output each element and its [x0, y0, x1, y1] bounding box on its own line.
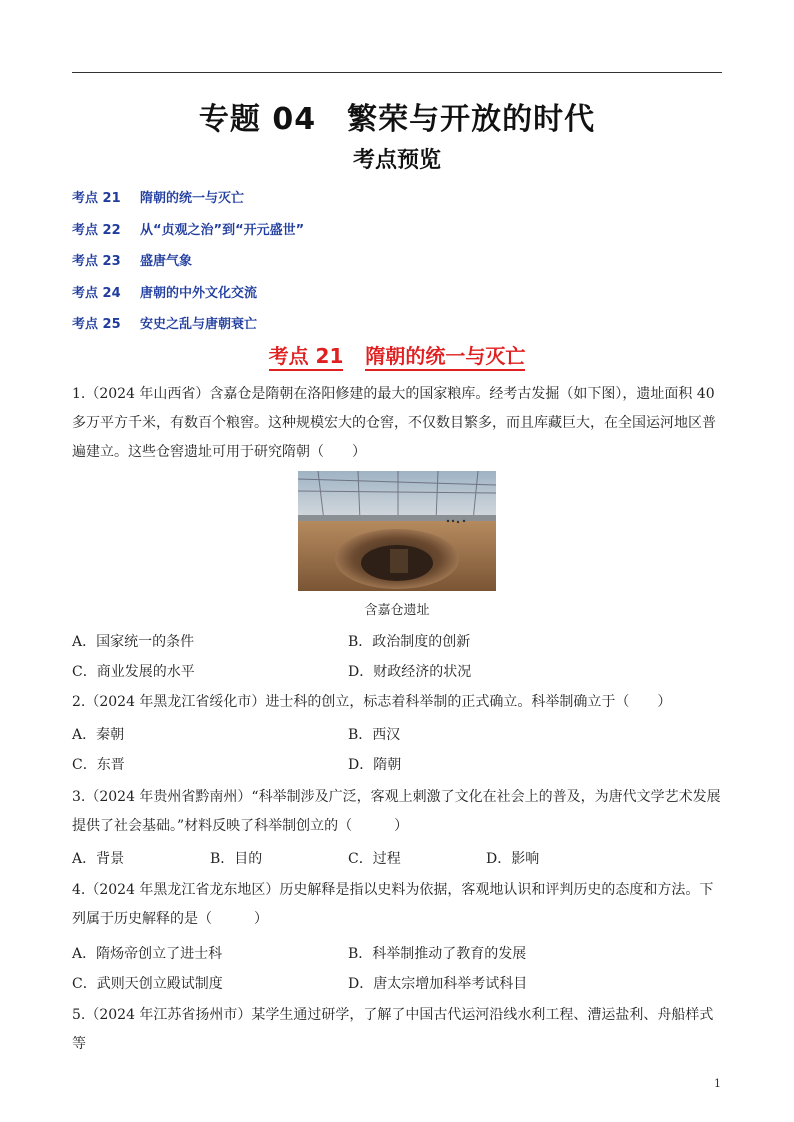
option-b[interactable]: B．政治制度的创新: [348, 634, 471, 650]
question-2-options: [72, 719, 722, 779]
toc-item-21[interactable]: [72, 181, 722, 213]
page-title: 专题 04 繁荣与开放的时代: [198, 102, 596, 137]
section-code: 考点 21: [269, 344, 344, 371]
toc-label: 唐朝的中外文化交流: [140, 285, 258, 301]
option-a[interactable]: A．隋炀帝创立了进士科: [72, 946, 223, 962]
toc-label: 从“贞观之治”到“开元盛世”: [140, 222, 305, 238]
question-2-text: 2.（2024 年黑龙江省绥化市）进士科的创立，标志着科举制的正式确立。科举制确立于（ ）: [72, 694, 672, 710]
toc-code: 考点 22: [72, 222, 121, 238]
option-b[interactable]: B．西汉: [348, 727, 401, 743]
question-5-text: 5.（2024 年江苏省扬州市）某学生通过研学，了解了中国古代运河沿线水利工程、漕运盐利、舟船样式等: [72, 1007, 714, 1052]
toc-label: 安史之乱与唐朝衰亡: [140, 317, 258, 333]
option-a[interactable]: A．秦朝: [72, 727, 125, 743]
toc-item-22[interactable]: [72, 213, 722, 245]
option-d[interactable]: D．隋朝: [348, 757, 402, 773]
header-rule: [72, 72, 722, 73]
question-4-text: 4.（2024 年黑龙江省龙东地区）历史解释是指以史料为依据，客观地认识和评判历史的态度和方法。下列属于历史解释的是（ ）: [72, 882, 714, 927]
toc-code: 考点 21: [72, 191, 121, 207]
option-a[interactable]: A．背景: [72, 851, 125, 867]
toc-item-25[interactable]: [72, 307, 722, 339]
hanjia-granary-photo: [298, 471, 496, 591]
question-3-options: [72, 843, 722, 873]
option-d[interactable]: D．影响: [486, 851, 540, 867]
option-c[interactable]: C．过程: [348, 851, 401, 867]
toc-item-23[interactable]: [72, 244, 722, 276]
option-d[interactable]: D．财政经济的状况: [348, 664, 472, 680]
question-3-text: 3.（2024 年贵州省黔南州）“科举制涉及广泛，客观上刺激了文化在社会上的普及，为唐代文学艺术发展提供了社会基础。”材料反映了科举制创立的（ ）: [72, 789, 721, 834]
toc-code: 考点 25: [72, 317, 121, 333]
option-c[interactable]: C．商业发展的水平: [72, 664, 195, 680]
toc-label: 盛唐气象: [140, 254, 193, 270]
question-1-text: 1.（2024 年山西省）含嘉仓是隋朝在洛阳修建的最大的国家粮库。经考古发掘（如下图），遗址面积 40 多万平方千米，有数百个粮窖。这种规模宏大的仓窖，不仅数目繁多，而且库藏巨大，在全国运河地区普遍建立。这些仓窖遗址可用于研究隋朝（ ）: [72, 386, 716, 460]
option-b[interactable]: B．科举制推动了教育的发展: [348, 946, 527, 962]
toc-list: [72, 181, 722, 339]
option-c[interactable]: C．东晋: [72, 757, 125, 773]
toc-label: 隋朝的统一与灭亡: [140, 191, 245, 207]
toc-item-24[interactable]: [72, 276, 722, 308]
page-subtitle: 考点预览: [352, 148, 441, 173]
page-number: 1: [714, 1077, 721, 1090]
question-4-options: [72, 938, 722, 998]
toc-code: 考点 23: [72, 254, 121, 270]
toc-code: 考点 24: [72, 285, 121, 301]
question-1-options: [72, 626, 722, 686]
option-d[interactable]: D．唐太宗增加科举考试科目: [348, 976, 528, 992]
option-c[interactable]: C．武则天创立殿试制度: [72, 976, 223, 992]
option-a[interactable]: A．国家统一的条件: [72, 634, 195, 650]
section-heading: [0, 340, 794, 369]
figure-caption: 含嘉仓遗址: [364, 603, 430, 618]
option-b[interactable]: B．目的: [210, 851, 263, 867]
section-label: 隋朝的统一与灭亡: [365, 344, 525, 371]
